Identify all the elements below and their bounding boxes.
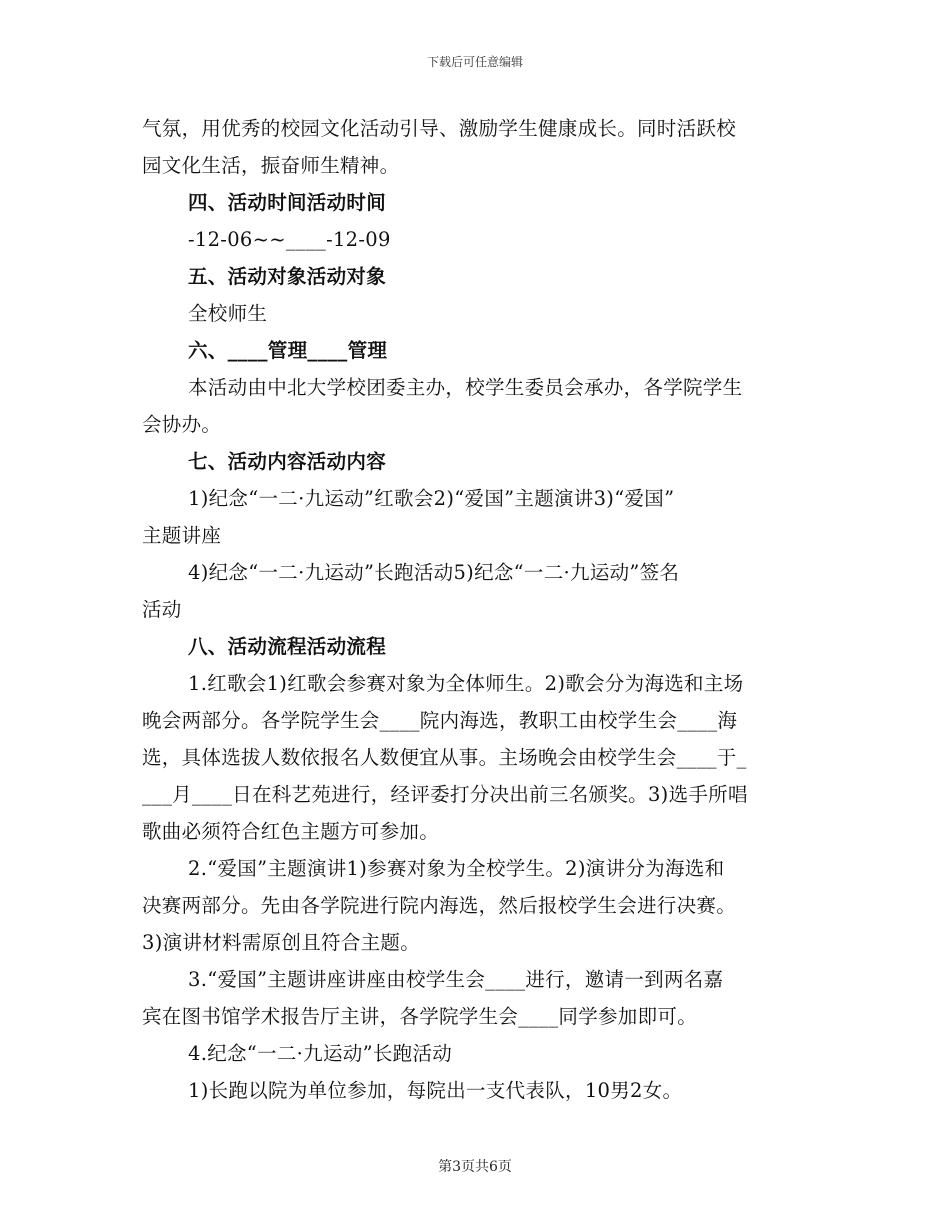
text-line: 园文化生活，振奋师生精神。: [142, 154, 400, 177]
page-number: 第3页共6页: [438, 1159, 512, 1175]
text-line: -12-06~~____-12-09: [188, 228, 391, 251]
text-line: 1.红歌会1)红歌会参赛对象为全体师生。2)歌会分为海选和主场: [188, 672, 744, 695]
section-heading: 八、活动流程活动流程: [188, 635, 387, 658]
text-line: 2.“爱国”主题演讲1)参赛对象为全校学生。2)演讲分为海选和: [188, 857, 725, 880]
text-line: 选，具体选拔人数依报名人数便宜从事。主场晚会由校学生会____于_: [142, 746, 747, 769]
text-line: 全校师生: [188, 302, 268, 325]
text-line: 会协办。: [142, 413, 222, 436]
page-header: 下载后可任意编辑: [426, 55, 523, 69]
section-heading: 五、活动对象活动对象: [188, 265, 387, 288]
text-line: 歌曲必须符合红色主题方可参加。: [142, 820, 440, 843]
document-body: [142, 110, 808, 1109]
text-line: 1)长跑以院为单位参加，每院出一支代表队，10男2女。: [188, 1079, 683, 1102]
section-heading: 六、____管理____管理: [188, 339, 388, 362]
text-line: 本活动由中北大学校团委主办，校学生委员会承办，各学院学生: [188, 376, 743, 399]
text-line: 4)纪念“一二·九运动”长跑活动5)纪念“一二·九运动”签名: [188, 561, 680, 584]
text-line: 4.纪念“一二·九运动”长跑活动: [188, 1042, 453, 1065]
section-heading: 七、活动内容活动内容: [188, 450, 387, 473]
text-line: 1)纪念“一二·九运动”红歌会2)“爱国”主题演讲3)“爱国”: [188, 487, 675, 510]
section-heading: 四、活动时间活动时间: [188, 191, 387, 214]
text-line: 3.“爱国”主题讲座讲座由校学生会____进行，邀请一到两名嘉: [188, 968, 724, 991]
text-line: 晚会两部分。各学院学生会____院内海选，教职工由校学生会____海: [142, 709, 738, 732]
text-line: ___月____日在科艺苑进行，经评委打分决出前三名颁奖。3)选手所唱: [142, 783, 748, 806]
text-line: 决赛两部分。先由各学院进行院内海选，然后报校学生会进行决赛。: [142, 894, 737, 917]
text-line: 3)演讲材料需原创且符合主题。: [142, 931, 421, 954]
text-line: 活动: [142, 598, 182, 621]
text-line: 宾在图书馆学术报告厅主讲，各学院学生会____同学参加即可。: [142, 1005, 698, 1028]
text-line: 主题讲座: [142, 524, 222, 547]
text-line: 气氛，用优秀的校园文化活动引导、激励学生健康成长。同时活跃校: [142, 117, 737, 140]
